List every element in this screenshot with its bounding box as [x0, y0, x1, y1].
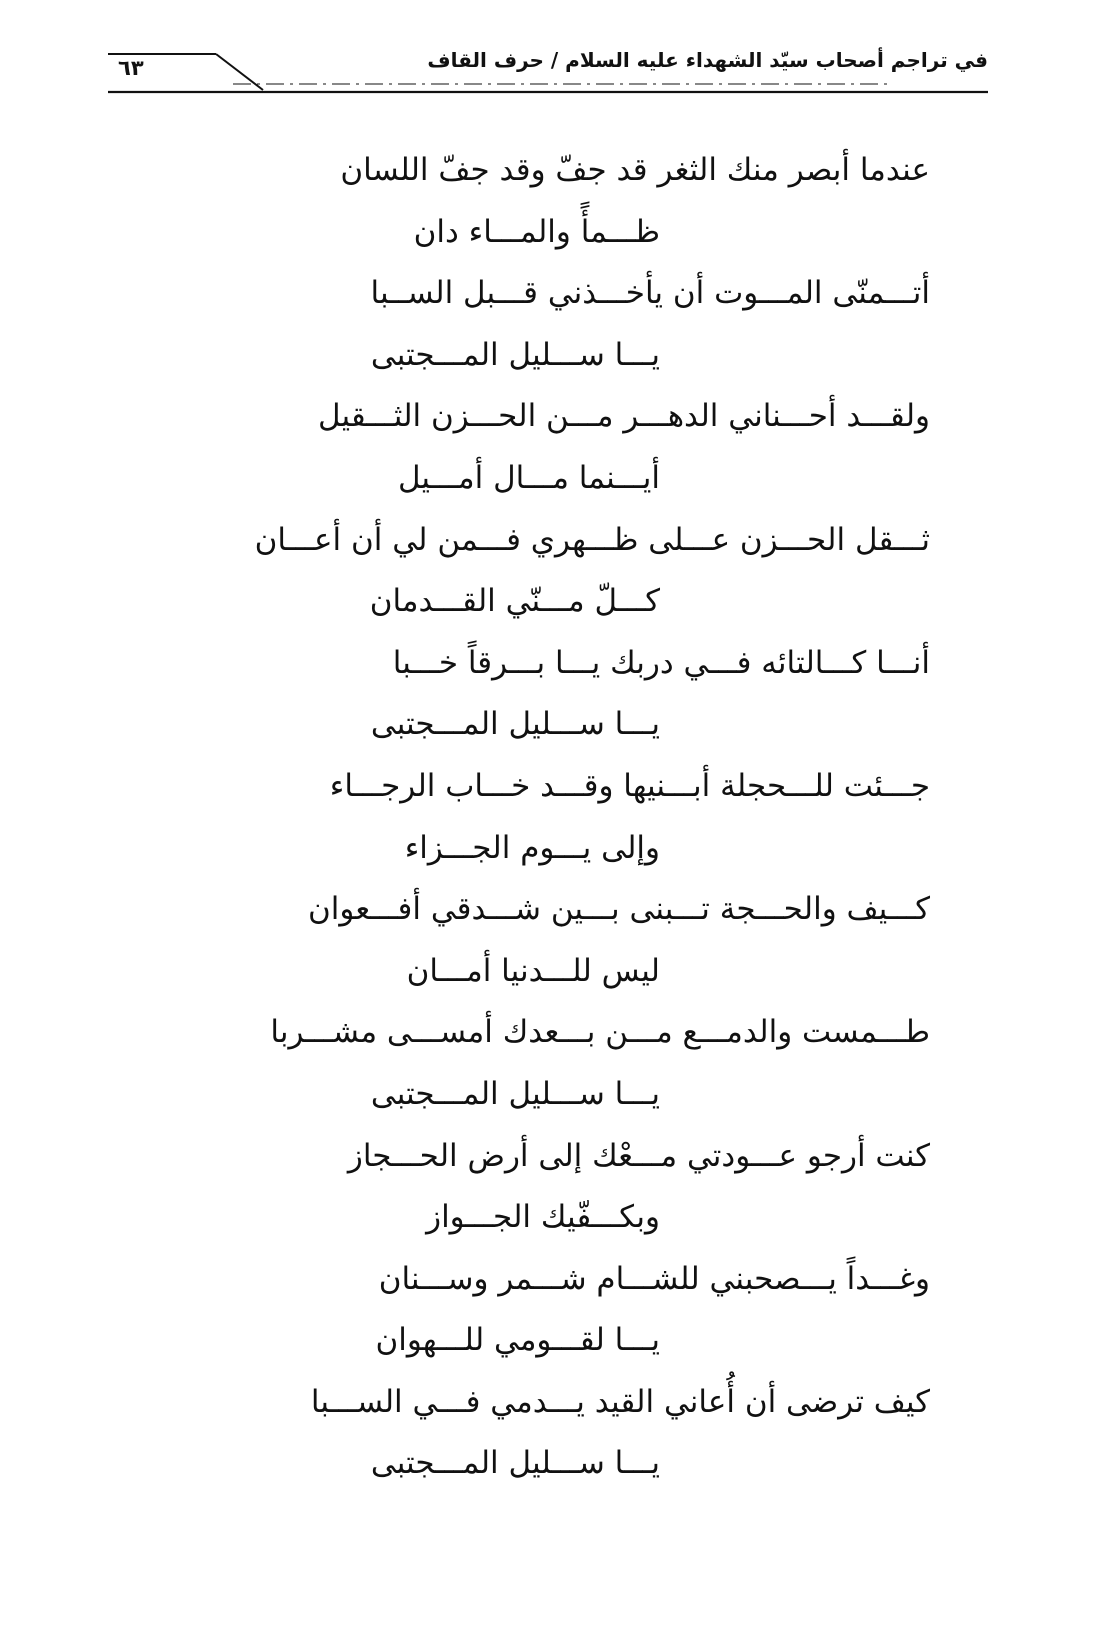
poem-line: يـــا ســـليل المـــجتبى	[370, 336, 660, 373]
poem-line: طـــمست والدمـــع مـــن بـــعدك أمســـى مشـــربا	[270, 1014, 930, 1051]
poem-line: أنـــا كـــالتائه فـــي دربك يـــا بـــرقاً خـــبا	[392, 644, 930, 681]
running-header-title: في تراجم أصحاب سيّد الشهداء عليه السلام / حرف القاف	[427, 48, 988, 72]
poem-line: كـــيف والحـــجة تـــبنى بـــين شـــدقي أفـــعوان	[307, 891, 930, 928]
poem-line: يـــا ســـليل المـــجتبى	[370, 1445, 660, 1482]
poem-line: ولقـــد أحـــناني الدهـــر مـــن الحـــزن الثـــقيل	[317, 398, 930, 435]
page-number: ٦٣	[118, 56, 144, 80]
running-header	[108, 40, 988, 104]
poem-line: جـــئت للـــحجلة أبـــنيها وقـــد خـــاب الرجـــاء	[329, 767, 930, 804]
poem-line: ليس للـــدنيا أمـــان	[406, 952, 660, 989]
poem-line: ثـــقل الحـــزن عـــلى ظـــهري فـــمن لي أن أعـــان	[254, 521, 930, 558]
poem-line: يـــا ســـليل المـــجتبى	[370, 706, 660, 743]
poem-line: وغـــداً يـــصحبني للشـــام شـــمر وســـنان	[378, 1260, 930, 1297]
poem-line: كنت أرجو عـــودتي مـــعْك إلى أرض الحـــجاز	[347, 1137, 930, 1174]
poem-line: أتـــمنّى المـــوت أن يأخـــذني قـــبل الســبا	[370, 275, 930, 312]
poem-line: وبكـــفّيك الجـــواز	[426, 1199, 660, 1236]
poem-line: يـــا لقـــومي للـــهوان	[375, 1322, 660, 1359]
poem-line: أيـــنما مـــال أمـــيل	[397, 459, 660, 496]
poem-line: كـــلّ مـــنّي القـــدمان	[369, 583, 660, 620]
poem-line: عندما أبصر منك الثغر قد جفّ وقد جفّ اللسان	[340, 152, 930, 188]
poem-line: يـــا ســـليل المـــجتبى	[370, 1075, 660, 1112]
poem-line: كيف ترضى أن أُعاني القيد يـــدمي فـــي الســـبا	[310, 1383, 930, 1420]
poem-line: ظـــمأً والمـــاء دان	[413, 213, 660, 250]
poem	[254, 140, 930, 1495]
poem-line: وإلى يـــوم الجـــزاء	[404, 829, 660, 866]
